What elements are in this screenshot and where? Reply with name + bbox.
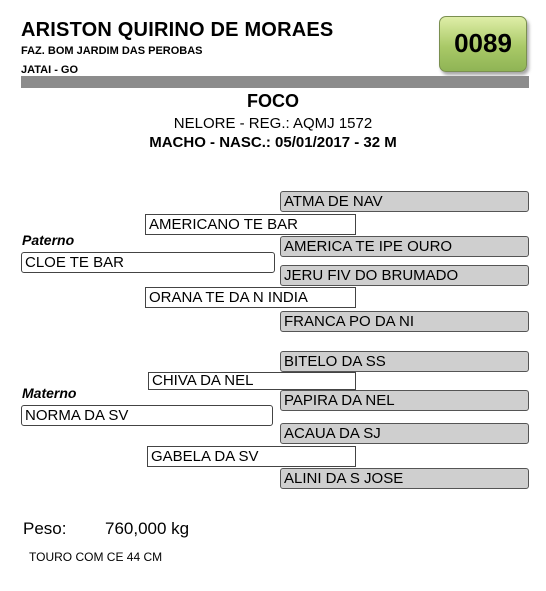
dam-dam-sire-box: ACAUA DA SJ bbox=[280, 423, 529, 444]
bull-note: TOURO COM CE 44 CM bbox=[29, 550, 163, 564]
dam-box: NORMA DA SV bbox=[21, 405, 273, 426]
paternal-label: Paterno bbox=[22, 232, 75, 248]
owner-name: ARISTON QUIRINO DE MORAES bbox=[21, 19, 334, 41]
dam-dam-dam-box: ALINI DA S JOSE bbox=[280, 468, 529, 489]
breed-registration: NELORE - REG.: AQMJ 1572 bbox=[173, 115, 373, 132]
dam-sire-box: CHIVA DA NEL bbox=[148, 372, 356, 390]
weight-label: Peso: bbox=[23, 519, 67, 538]
weight-value: 760,000 kg bbox=[105, 519, 190, 538]
animal-name: FOCO bbox=[247, 91, 299, 111]
sex-birth-age: MACHO - NASC.: 05/01/2017 - 32 M bbox=[149, 134, 397, 151]
dam-dam-box: GABELA DA SV bbox=[147, 446, 356, 467]
lot-number-badge: 0089 bbox=[439, 16, 527, 72]
maternal-label: Materno bbox=[22, 385, 77, 401]
sire-dam-dam-box: FRANCA PO DA NI bbox=[280, 311, 529, 332]
sire-sire-box: AMERICANO TE BAR bbox=[145, 214, 356, 235]
sire-dam-sire-box: JERU FIV DO BRUMADO bbox=[280, 265, 529, 286]
header-divider bbox=[21, 76, 529, 88]
sire-dam-box: ORANA TE DA N INDIA bbox=[145, 287, 356, 308]
farm-name: FAZ. BOM JARDIM DAS PEROBAS bbox=[21, 45, 203, 57]
sire-sire-sire-box: ATMA DE NAV bbox=[280, 191, 529, 212]
dam-sire-dam-box: PAPIRA DA NEL bbox=[280, 390, 529, 411]
sire-box: CLOE TE BAR bbox=[21, 252, 275, 273]
dam-sire-sire-box: BITELO DA SS bbox=[280, 351, 529, 372]
city-state: JATAI - GO bbox=[21, 64, 79, 76]
sire-sire-dam-box: AMERICA TE IPE OURO bbox=[280, 236, 529, 257]
